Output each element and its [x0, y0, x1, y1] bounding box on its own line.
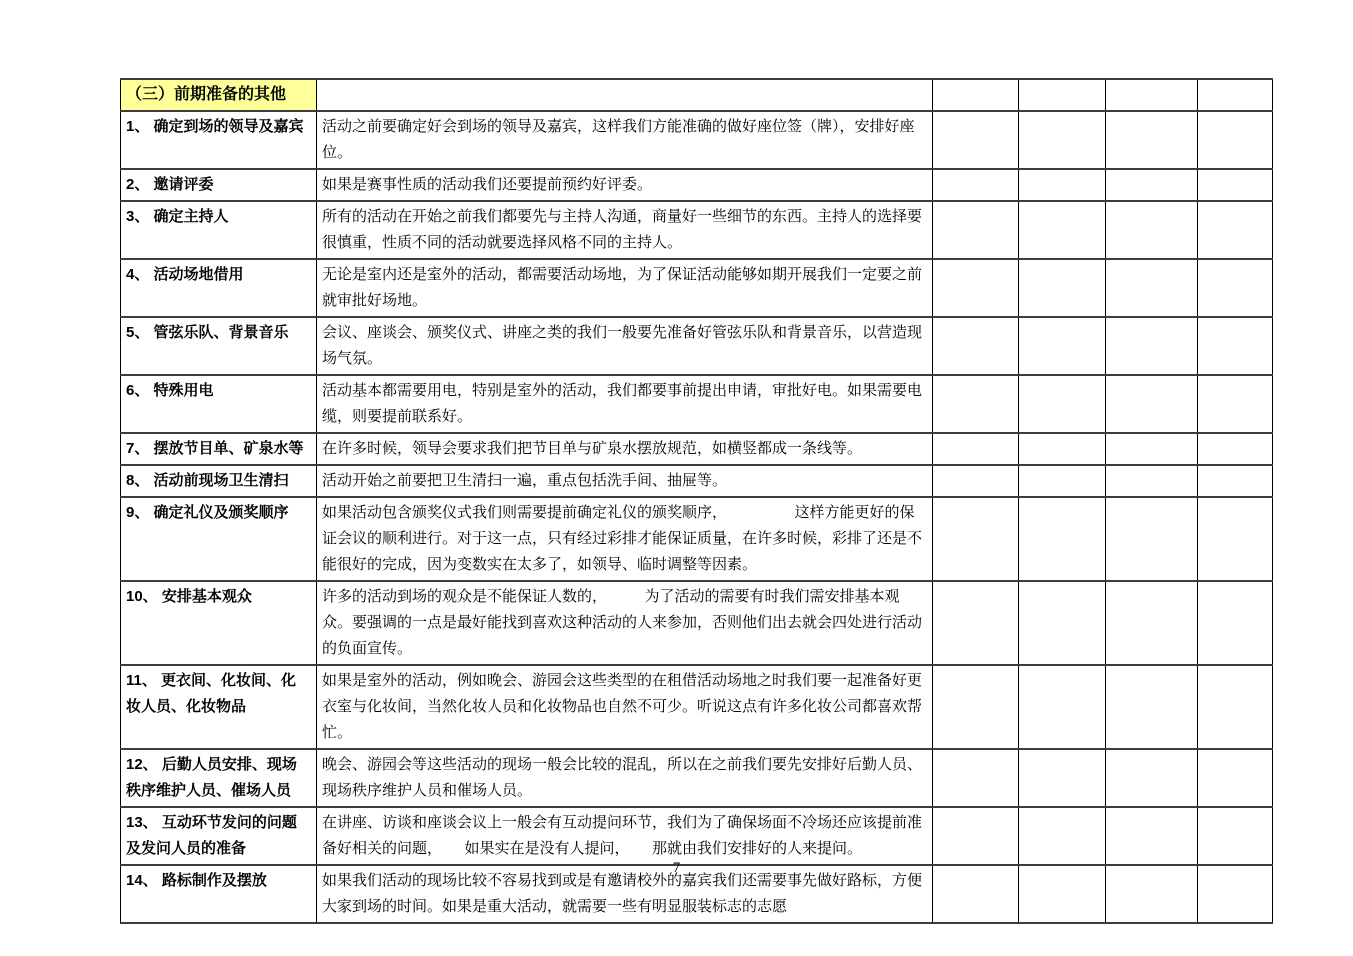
header-empty-cell: [1019, 79, 1106, 111]
header-empty-cell: [1198, 79, 1273, 111]
empty-cell: [1106, 433, 1198, 465]
empty-cell: [933, 201, 1019, 259]
page-number: 7: [672, 860, 681, 876]
empty-cell: [933, 259, 1019, 317]
task-description-cell: 如果我们活动的现场比较不容易找到或是有邀请校外的嘉宾我们还需要事先做好路标，方便大家到场的时间。如果是重大活动，就需要一些有明显服装标志的志愿: [317, 865, 933, 923]
empty-cell: [1106, 497, 1198, 581]
empty-cell: [1106, 259, 1198, 317]
table-row: [121, 581, 1273, 665]
empty-cell: [1019, 111, 1106, 169]
empty-cell: [1019, 665, 1106, 749]
empty-cell: [1019, 581, 1106, 665]
empty-cell: [1106, 169, 1198, 201]
task-name-cell: 7、 摆放节目单、矿泉水等: [121, 433, 317, 465]
task-name-cell: 4、 活动场地借用: [121, 259, 317, 317]
task-description-cell: 活动开始之前要把卫生清扫一遍，重点包括洗手间、抽屉等。: [317, 465, 933, 497]
empty-cell: [1019, 169, 1106, 201]
table-row: [121, 111, 1273, 169]
table-row: [121, 317, 1273, 375]
empty-cell: [1198, 259, 1273, 317]
task-description-cell: 活动之前要确定好会到场的领导及嘉宾，这样我们方能准确的做好座位签（牌），安排好座位。: [317, 111, 933, 169]
task-description-cell: 无论是室内还是室外的活动，都需要活动场地，为了保证活动能够如期开展我们一定要之前就审批好场地。: [317, 259, 933, 317]
empty-cell: [1019, 201, 1106, 259]
task-description-cell: 会议、座谈会、颁奖仪式、讲座之类的我们一般要先准备好管弦乐队和背景音乐，以营造现场气氛。: [317, 317, 933, 375]
task-name-cell: 9、 确定礼仪及颁奖顺序: [121, 497, 317, 581]
empty-cell: [1106, 375, 1198, 433]
empty-cell: [933, 749, 1019, 807]
empty-cell: [933, 807, 1019, 865]
empty-cell: [1019, 749, 1106, 807]
empty-cell: [1019, 807, 1106, 865]
table-row: [121, 807, 1273, 865]
empty-cell: [933, 169, 1019, 201]
task-description-cell: 活动基本都需要用电，特别是室外的活动，我们都要事前提出申请，审批好电。如果需要电缆，则要提前联系好。: [317, 375, 933, 433]
empty-cell: [1198, 111, 1273, 169]
task-description-cell: 所有的活动在开始之前我们都要先与主持人沟通，商量好一些细节的东西。主持人的选择要很慎重，性质不同的活动就要选择风格不同的主持人。: [317, 201, 933, 259]
empty-cell: [1106, 581, 1198, 665]
header-empty-cell: [1106, 79, 1198, 111]
empty-cell: [933, 581, 1019, 665]
task-name-cell: 8、 活动前现场卫生清扫: [121, 465, 317, 497]
table-row: [121, 433, 1273, 465]
empty-cell: [933, 497, 1019, 581]
task-name-cell: 14、 路标制作及摆放: [121, 865, 317, 923]
table-row: [121, 749, 1273, 807]
table-row: [121, 665, 1273, 749]
task-description-cell: 晚会、游园会等这些活动的现场一般会比较的混乱，所以在之前我们要先安排好后勤人员、现场秩序维护人员和催场人员。: [317, 749, 933, 807]
task-description-cell: 如果活动包含颁奖仪式我们则需要提前确定礼仪的颁奖顺序， 这样方能更好的保证会议的顺利进行。对于这一点，只有经过彩排才能保证质量，在许多时候，彩排了还是不能很好的完成，因为变数实在太多了，如领导、临时调整等因素。: [317, 497, 933, 581]
empty-cell: [933, 317, 1019, 375]
empty-cell: [1019, 375, 1106, 433]
table-row: [121, 201, 1273, 259]
empty-cell: [1198, 317, 1273, 375]
empty-cell: [1106, 317, 1198, 375]
empty-cell: [933, 375, 1019, 433]
table-row: [121, 465, 1273, 497]
table-row: [121, 169, 1273, 201]
task-description-cell: 许多的活动到场的观众是不能保证人数的， 为了活动的需要有时我们需安排基本观众。要强调的一点是最好能找到喜欢这种活动的人来参加，否则他们出去就会四处进行活动的负面宣传。: [317, 581, 933, 665]
task-name-cell: 10、 安排基本观众: [121, 581, 317, 665]
empty-cell: [1106, 465, 1198, 497]
empty-cell: [1106, 201, 1198, 259]
empty-cell: [933, 465, 1019, 497]
empty-cell: [1198, 375, 1273, 433]
empty-cell: [1019, 497, 1106, 581]
task-name-cell: 3、 确定主持人: [121, 201, 317, 259]
task-description-cell: 在讲座、访谈和座谈会议上一般会有互动提问环节，我们为了确保场面不冷场还应该提前准备好相关的问题， 如果实在是没有人提问， 那就由我们安排好的人来提问。: [317, 807, 933, 865]
empty-cell: [1019, 433, 1106, 465]
header-empty-cell: [317, 79, 933, 111]
empty-cell: [1198, 807, 1273, 865]
task-name-cell: 6、 特殊用电: [121, 375, 317, 433]
empty-cell: [1019, 465, 1106, 497]
table-row: [121, 497, 1273, 581]
empty-cell: [1198, 581, 1273, 665]
empty-cell: [933, 111, 1019, 169]
task-name-cell: 1、 确定到场的领导及嘉宾: [121, 111, 317, 169]
empty-cell: [1198, 201, 1273, 259]
empty-cell: [933, 665, 1019, 749]
task-description-cell: 在许多时候，领导会要求我们把节目单与矿泉水摆放规范，如横竖都成一条线等。: [317, 433, 933, 465]
task-description-cell: 如果是赛事性质的活动我们还要提前预约好评委。: [317, 169, 933, 201]
preparation-checklist-table: [120, 78, 1273, 924]
empty-cell: [1198, 497, 1273, 581]
empty-cell: [1019, 259, 1106, 317]
task-name-cell: 13、 互动环节发问的问题及发问人员的准备: [121, 807, 317, 865]
empty-cell: [1106, 749, 1198, 807]
task-name-cell: 2、 邀请评委: [121, 169, 317, 201]
table-row: [121, 259, 1273, 317]
task-name-cell: 11、 更衣间、化妆间、化妆人员、化妆物品: [121, 665, 317, 749]
task-name-cell: 12、 后勤人员安排、现场秩序维护人员、催场人员: [121, 749, 317, 807]
empty-cell: [1198, 749, 1273, 807]
empty-cell: [933, 433, 1019, 465]
task-description-cell: 如果是室外的活动，例如晚会、游园会这些类型的在租借活动场地之时我们要一起准备好更衣室与化妆间，当然化妆人员和化妆物品也自然不可少。听说这点有许多化妆公司都喜欢帮忙。: [317, 665, 933, 749]
header-empty-cell: [933, 79, 1019, 111]
empty-cell: [1198, 665, 1273, 749]
empty-cell: [1106, 111, 1198, 169]
empty-cell: [1198, 169, 1273, 201]
empty-cell: [1106, 807, 1198, 865]
section-header-row: [121, 79, 1273, 111]
table-body: [121, 79, 1273, 923]
table-row: [121, 375, 1273, 433]
empty-cell: [1198, 433, 1273, 465]
empty-cell: [1198, 465, 1273, 497]
empty-cell: [1019, 317, 1106, 375]
section-title-cell: （三）前期准备的其他: [121, 79, 317, 111]
task-name-cell: 5、 管弦乐队、背景音乐: [121, 317, 317, 375]
empty-cell: [1106, 665, 1198, 749]
